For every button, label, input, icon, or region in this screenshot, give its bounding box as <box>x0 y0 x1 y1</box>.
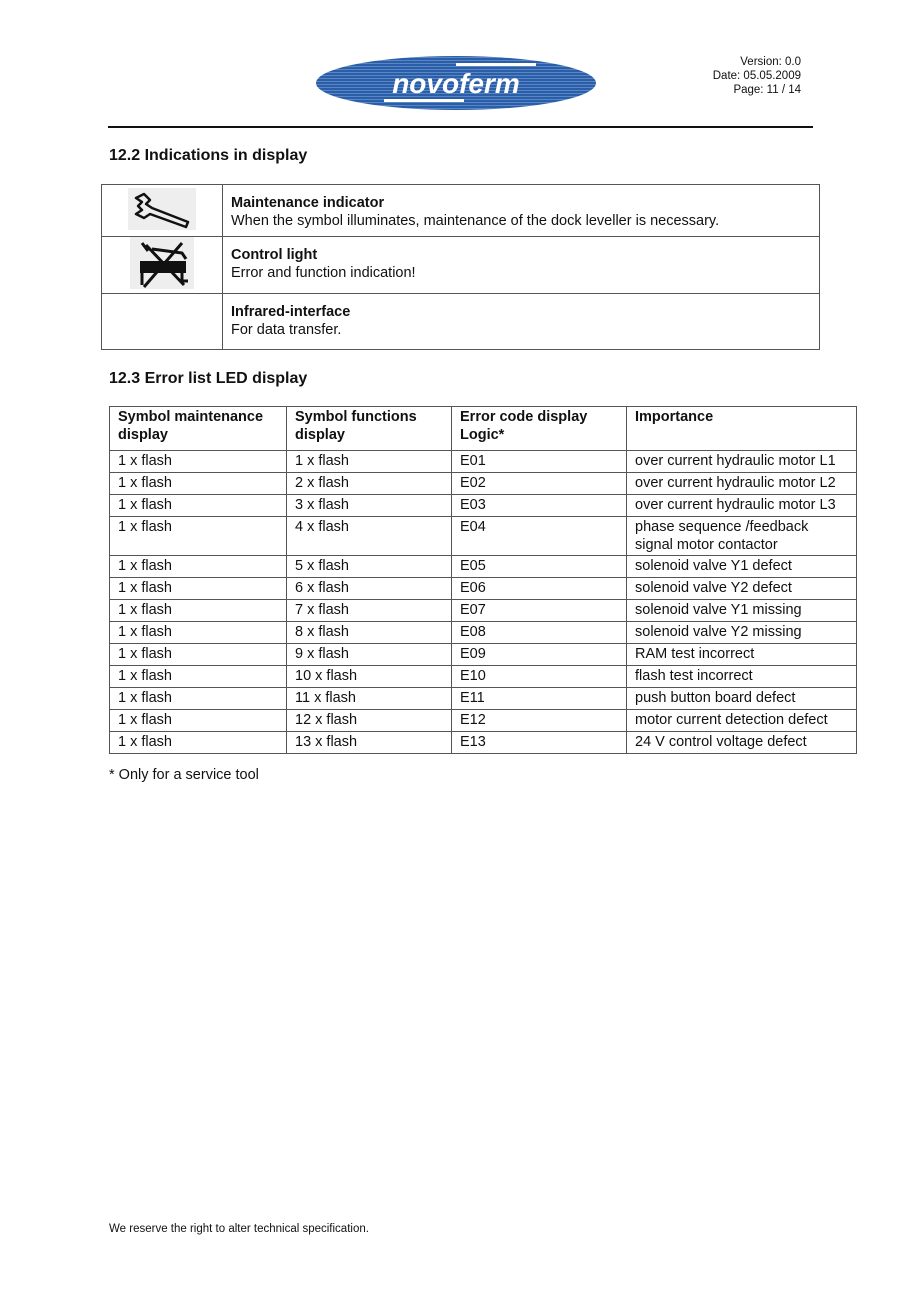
table-cell: 2 x flash <box>287 473 452 495</box>
table-cell: E09 <box>452 644 627 666</box>
table-cell: 1 x flash <box>110 688 287 710</box>
table-row <box>110 732 857 754</box>
table-cell: over current hydraulic motor L2 <box>627 473 857 495</box>
table-cell: motor current detection defect <box>627 710 857 732</box>
table-cell: phase sequence /feedback signal motor contactor <box>627 517 857 556</box>
table-cell: E10 <box>452 666 627 688</box>
table-cell: 1 x flash <box>110 451 287 473</box>
table-cell: E13 <box>452 732 627 754</box>
row-title: Control light <box>231 247 318 263</box>
indications-table <box>101 184 820 350</box>
table-cell: E01 <box>452 451 627 473</box>
table-cell: push button board defect <box>627 688 857 710</box>
table-cell: E02 <box>452 473 627 495</box>
table-row <box>102 185 820 237</box>
table-row <box>110 666 857 688</box>
table-cell: 1 x flash <box>110 622 287 644</box>
row-title: Infrared-interface <box>231 304 351 320</box>
table-cell: E03 <box>452 495 627 517</box>
error-list-table <box>109 406 857 754</box>
table-cell: 3 x flash <box>287 495 452 517</box>
table-cell: solenoid valve Y1 missing <box>627 600 857 622</box>
table-row <box>110 473 857 495</box>
table-cell: 10 x flash <box>287 666 452 688</box>
table-cell: solenoid valve Y1 defect <box>627 556 857 578</box>
table-cell: RAM test incorrect <box>627 644 857 666</box>
date: Date: 05.05.2009 <box>712 70 801 82</box>
table-cell: 1 x flash <box>110 517 287 556</box>
table-cell: E06 <box>452 578 627 600</box>
footer-text: We reserve the right to alter technical specification. <box>109 1223 369 1235</box>
table-cell: 1 x flash <box>110 732 287 754</box>
footnote: * Only for a service tool <box>109 767 259 783</box>
table-cell: 1 x flash <box>287 451 452 473</box>
column-header: Symbol functions display <box>287 407 452 451</box>
table-row <box>110 556 857 578</box>
section-title-error-list: 12.3 Error list LED display <box>109 370 308 387</box>
table-row <box>110 600 857 622</box>
table-row <box>110 578 857 600</box>
table-cell: 1 x flash <box>110 578 287 600</box>
header-divider <box>108 126 813 128</box>
table-cell: 1 x flash <box>110 710 287 732</box>
table-cell: 12 x flash <box>287 710 452 732</box>
row-text: Error and function indication! <box>231 265 416 281</box>
section-title-indications: 12.2 Indications in display <box>109 147 308 164</box>
table-row <box>110 451 857 473</box>
svg-text:novoferm: novoferm <box>392 68 520 99</box>
column-header: Symbol maintenance display <box>110 407 287 451</box>
table-header-row <box>110 407 857 451</box>
table-cell: E08 <box>452 622 627 644</box>
document-meta <box>713 55 801 97</box>
table-cell: solenoid valve Y2 defect <box>627 578 857 600</box>
page-number: Page: 11 / 14 <box>733 84 801 96</box>
table-cell: 7 x flash <box>287 600 452 622</box>
table-row <box>110 644 857 666</box>
table-cell: 1 x flash <box>110 473 287 495</box>
table-cell: over current hydraulic motor L3 <box>627 495 857 517</box>
table-cell: E07 <box>452 600 627 622</box>
table-row <box>102 294 820 350</box>
table-cell: 1 x flash <box>110 666 287 688</box>
table-row <box>110 710 857 732</box>
row-text: For data transfer. <box>231 322 342 338</box>
control-light-icon <box>130 237 194 289</box>
column-header: Importance <box>627 407 857 451</box>
table-row <box>102 237 820 294</box>
table-cell: 11 x flash <box>287 688 452 710</box>
version: Version: 0.0 <box>740 56 801 68</box>
table-row <box>110 622 857 644</box>
row-text: When the symbol illuminates, maintenance of the dock leveller is necessary. <box>231 213 720 229</box>
table-cell: 5 x flash <box>287 556 452 578</box>
novoferm-logo <box>316 55 596 111</box>
table-cell: 13 x flash <box>287 732 452 754</box>
table-cell: 6 x flash <box>287 578 452 600</box>
table-cell: 1 x flash <box>110 644 287 666</box>
table-cell: 4 x flash <box>287 517 452 556</box>
table-cell: 24 V control voltage defect <box>627 732 857 754</box>
column-header: Error code display Logic* <box>452 407 627 451</box>
table-cell: solenoid valve Y2 missing <box>627 622 857 644</box>
wrench-icon <box>128 188 196 230</box>
table-row <box>110 517 857 556</box>
table-cell: 1 x flash <box>110 495 287 517</box>
table-cell: 8 x flash <box>287 622 452 644</box>
table-cell: flash test incorrect <box>627 666 857 688</box>
table-cell: 9 x flash <box>287 644 452 666</box>
table-cell: E12 <box>452 710 627 732</box>
table-cell: E05 <box>452 556 627 578</box>
table-cell: E04 <box>452 517 627 556</box>
table-cell: 1 x flash <box>110 600 287 622</box>
table-cell: 1 x flash <box>110 556 287 578</box>
table-row <box>110 495 857 517</box>
table-row <box>110 688 857 710</box>
table-cell: E11 <box>452 688 627 710</box>
table-cell: over current hydraulic motor L1 <box>627 451 857 473</box>
row-title: Maintenance indicator <box>231 195 385 211</box>
